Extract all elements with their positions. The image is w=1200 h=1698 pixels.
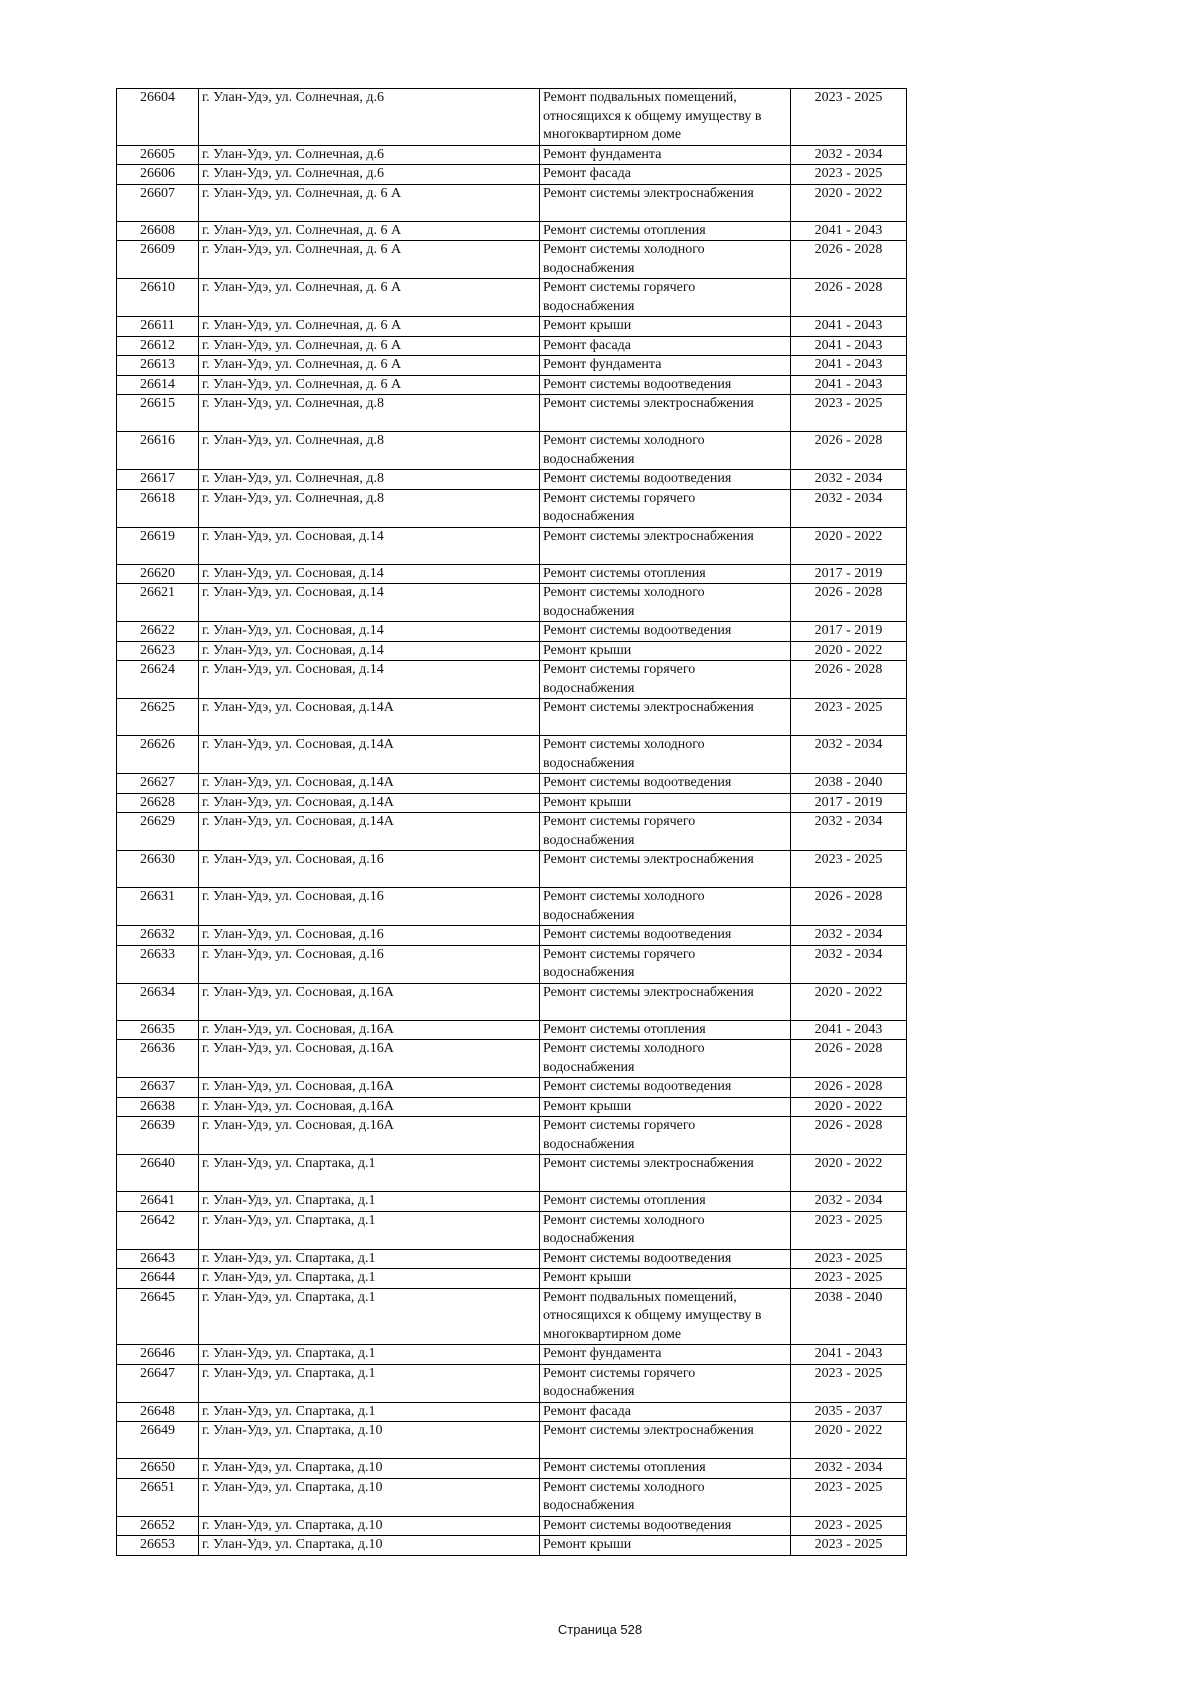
period-cell: 2023 - 2025 <box>791 1478 907 1516</box>
row-number-cell: 26604 <box>117 89 199 146</box>
table-row <box>117 317 907 337</box>
work-type-cell: Ремонт крыши <box>540 317 791 337</box>
table-row <box>117 1155 907 1192</box>
table-row <box>117 527 907 564</box>
address-cell: г. Улан-Удэ, ул. Солнечная, д. 6 А <box>199 241 540 279</box>
address-cell: г. Улан-Удэ, ул. Спартака, д.1 <box>199 1192 540 1212</box>
table-row <box>117 1364 907 1402</box>
table-row <box>117 241 907 279</box>
period-cell: 2041 - 2043 <box>791 336 907 356</box>
period-cell: 2032 - 2034 <box>791 1192 907 1212</box>
row-number-cell: 26620 <box>117 564 199 584</box>
address-cell: г. Улан-Удэ, ул. Сосновая, д.14 <box>199 641 540 661</box>
row-number-cell: 26645 <box>117 1288 199 1345</box>
table-body <box>117 89 907 1556</box>
address-cell: г. Улан-Удэ, ул. Солнечная, д. 6 А <box>199 184 540 221</box>
period-cell: 2017 - 2019 <box>791 564 907 584</box>
row-number-cell: 26653 <box>117 1536 199 1556</box>
work-type-cell: Ремонт системы холодного водоснабжения <box>540 888 791 926</box>
address-cell: г. Улан-Удэ, ул. Спартака, д.10 <box>199 1422 540 1459</box>
table-row <box>117 813 907 851</box>
row-number-cell: 26651 <box>117 1478 199 1516</box>
address-cell: г. Улан-Удэ, ул. Сосновая, д.14А <box>199 699 540 736</box>
table-row <box>117 945 907 983</box>
period-cell: 2020 - 2022 <box>791 1155 907 1192</box>
period-cell: 2032 - 2034 <box>791 470 907 490</box>
address-cell: г. Улан-Удэ, ул. Сосновая, д.16А <box>199 1078 540 1098</box>
work-type-cell: Ремонт подвальных помещений, относящихся к общему имуществу в многоквартирном доме <box>540 1288 791 1345</box>
table-row <box>117 888 907 926</box>
period-cell: 2026 - 2028 <box>791 1040 907 1078</box>
table-row <box>117 1422 907 1459</box>
row-number-cell: 26649 <box>117 1422 199 1459</box>
address-cell: г. Улан-Удэ, ул. Солнечная, д.6 <box>199 89 540 146</box>
table-row <box>117 432 907 470</box>
table-row <box>117 1097 907 1117</box>
work-type-cell: Ремонт системы водоотведения <box>540 622 791 642</box>
table-row <box>117 1536 907 1556</box>
address-cell: г. Улан-Удэ, ул. Сосновая, д.16А <box>199 1020 540 1040</box>
period-cell: 2041 - 2043 <box>791 375 907 395</box>
period-cell: 2023 - 2025 <box>791 395 907 432</box>
work-type-cell: Ремонт системы холодного водоснабжения <box>540 241 791 279</box>
row-number-cell: 26625 <box>117 699 199 736</box>
table-row <box>117 1345 907 1365</box>
table-row <box>117 489 907 527</box>
table-row <box>117 221 907 241</box>
period-cell: 2041 - 2043 <box>791 356 907 376</box>
row-number-cell: 26617 <box>117 470 199 490</box>
work-type-cell: Ремонт фундамента <box>540 1345 791 1365</box>
work-type-cell: Ремонт системы водоотведения <box>540 375 791 395</box>
work-type-cell: Ремонт системы горячего водоснабжения <box>540 661 791 699</box>
period-cell: 2032 - 2034 <box>791 926 907 946</box>
table-row <box>117 279 907 317</box>
table-row <box>117 622 907 642</box>
period-cell: 2017 - 2019 <box>791 793 907 813</box>
table-row <box>117 1020 907 1040</box>
work-type-cell: Ремонт системы водоотведения <box>540 774 791 794</box>
address-cell: г. Улан-Удэ, ул. Спартака, д.1 <box>199 1402 540 1422</box>
work-type-cell: Ремонт системы водоотведения <box>540 1249 791 1269</box>
row-number-cell: 26642 <box>117 1211 199 1249</box>
work-type-cell: Ремонт системы электроснабжения <box>540 527 791 564</box>
row-number-cell: 26623 <box>117 641 199 661</box>
work-type-cell: Ремонт системы холодного водоснабжения <box>540 1211 791 1249</box>
table-row <box>117 184 907 221</box>
table-row <box>117 1459 907 1479</box>
table-row <box>117 1269 907 1289</box>
row-number-cell: 26608 <box>117 221 199 241</box>
period-cell: 2038 - 2040 <box>791 1288 907 1345</box>
table-row <box>117 1249 907 1269</box>
row-number-cell: 26606 <box>117 165 199 185</box>
address-cell: г. Улан-Удэ, ул. Сосновая, д.14А <box>199 813 540 851</box>
row-number-cell: 26632 <box>117 926 199 946</box>
work-type-cell: Ремонт фасада <box>540 1402 791 1422</box>
work-type-cell: Ремонт системы электроснабжения <box>540 851 791 888</box>
period-cell: 2026 - 2028 <box>791 584 907 622</box>
address-cell: г. Улан-Удэ, ул. Спартака, д.1 <box>199 1364 540 1402</box>
period-cell: 2026 - 2028 <box>791 1078 907 1098</box>
work-type-cell: Ремонт системы электроснабжения <box>540 1422 791 1459</box>
address-cell: г. Улан-Удэ, ул. Сосновая, д.16А <box>199 1117 540 1155</box>
table-row <box>117 1078 907 1098</box>
address-cell: г. Улан-Удэ, ул. Сосновая, д.14А <box>199 736 540 774</box>
address-cell: г. Улан-Удэ, ул. Спартака, д.10 <box>199 1516 540 1536</box>
table-row <box>117 145 907 165</box>
row-number-cell: 26640 <box>117 1155 199 1192</box>
row-number-cell: 26652 <box>117 1516 199 1536</box>
table-row <box>117 1211 907 1249</box>
work-type-cell: Ремонт подвальных помещений, относящихся к общему имуществу в многоквартирном доме <box>540 89 791 146</box>
row-number-cell: 26605 <box>117 145 199 165</box>
work-type-cell: Ремонт системы электроснабжения <box>540 983 791 1020</box>
work-type-cell: Ремонт фундамента <box>540 356 791 376</box>
period-cell: 2023 - 2025 <box>791 89 907 146</box>
period-cell: 2032 - 2034 <box>791 813 907 851</box>
row-number-cell: 26619 <box>117 527 199 564</box>
row-number-cell: 26629 <box>117 813 199 851</box>
work-type-cell: Ремонт системы электроснабжения <box>540 699 791 736</box>
address-cell: г. Улан-Удэ, ул. Солнечная, д.8 <box>199 470 540 490</box>
period-cell: 2041 - 2043 <box>791 1020 907 1040</box>
work-type-cell: Ремонт системы горячего водоснабжения <box>540 1364 791 1402</box>
work-type-cell: Ремонт крыши <box>540 793 791 813</box>
work-type-cell: Ремонт системы горячего водоснабжения <box>540 489 791 527</box>
period-cell: 2023 - 2025 <box>791 165 907 185</box>
table-row <box>117 774 907 794</box>
table-row <box>117 336 907 356</box>
row-number-cell: 26610 <box>117 279 199 317</box>
row-number-cell: 26648 <box>117 1402 199 1422</box>
period-cell: 2041 - 2043 <box>791 221 907 241</box>
address-cell: г. Улан-Удэ, ул. Сосновая, д.14 <box>199 584 540 622</box>
work-type-cell: Ремонт системы холодного водоснабжения <box>540 1040 791 1078</box>
work-type-cell: Ремонт системы отопления <box>540 1192 791 1212</box>
address-cell: г. Улан-Удэ, ул. Солнечная, д.8 <box>199 489 540 527</box>
work-type-cell: Ремонт системы электроснабжения <box>540 1155 791 1192</box>
period-cell: 2032 - 2034 <box>791 945 907 983</box>
row-number-cell: 26634 <box>117 983 199 1020</box>
period-cell: 2023 - 2025 <box>791 1516 907 1536</box>
period-cell: 2038 - 2040 <box>791 774 907 794</box>
work-type-cell: Ремонт системы водоотведения <box>540 1078 791 1098</box>
table-row <box>117 1402 907 1422</box>
address-cell: г. Улан-Удэ, ул. Сосновая, д.16А <box>199 1040 540 1078</box>
address-cell: г. Улан-Удэ, ул. Солнечная, д.8 <box>199 432 540 470</box>
row-number-cell: 26607 <box>117 184 199 221</box>
work-type-cell: Ремонт фасада <box>540 336 791 356</box>
table-row <box>117 89 907 146</box>
period-cell: 2023 - 2025 <box>791 1364 907 1402</box>
work-type-cell: Ремонт системы горячего водоснабжения <box>540 945 791 983</box>
period-cell: 2032 - 2034 <box>791 1459 907 1479</box>
table-row <box>117 1288 907 1345</box>
table-row <box>117 851 907 888</box>
row-number-cell: 26644 <box>117 1269 199 1289</box>
period-cell: 2023 - 2025 <box>791 1211 907 1249</box>
row-number-cell: 26627 <box>117 774 199 794</box>
address-cell: г. Улан-Удэ, ул. Сосновая, д.16А <box>199 983 540 1020</box>
period-cell: 2026 - 2028 <box>791 432 907 470</box>
period-cell: 2020 - 2022 <box>791 1422 907 1459</box>
work-type-cell: Ремонт системы электроснабжения <box>540 395 791 432</box>
row-number-cell: 26618 <box>117 489 199 527</box>
row-number-cell: 26637 <box>117 1078 199 1098</box>
work-type-cell: Ремонт системы отопления <box>540 1459 791 1479</box>
address-cell: г. Улан-Удэ, ул. Спартака, д.1 <box>199 1269 540 1289</box>
table-row <box>117 395 907 432</box>
period-cell: 2032 - 2034 <box>791 736 907 774</box>
work-type-cell: Ремонт системы водоотведения <box>540 1516 791 1536</box>
address-cell: г. Улан-Удэ, ул. Спартака, д.10 <box>199 1478 540 1516</box>
row-number-cell: 26636 <box>117 1040 199 1078</box>
table-row <box>117 1516 907 1536</box>
work-type-cell: Ремонт системы горячего водоснабжения <box>540 279 791 317</box>
table-row <box>117 736 907 774</box>
address-cell: г. Улан-Удэ, ул. Спартака, д.1 <box>199 1288 540 1345</box>
row-number-cell: 26614 <box>117 375 199 395</box>
work-type-cell: Ремонт системы холодного водоснабжения <box>540 736 791 774</box>
period-cell: 2026 - 2028 <box>791 1117 907 1155</box>
period-cell: 2020 - 2022 <box>791 641 907 661</box>
row-number-cell: 26628 <box>117 793 199 813</box>
table-row <box>117 356 907 376</box>
table-row <box>117 699 907 736</box>
row-number-cell: 26622 <box>117 622 199 642</box>
table-row <box>117 641 907 661</box>
address-cell: г. Улан-Удэ, ул. Солнечная, д. 6 А <box>199 375 540 395</box>
period-cell: 2026 - 2028 <box>791 279 907 317</box>
period-cell: 2041 - 2043 <box>791 1345 907 1365</box>
period-cell: 2023 - 2025 <box>791 851 907 888</box>
table-row <box>117 165 907 185</box>
period-cell: 2023 - 2025 <box>791 1269 907 1289</box>
table-row <box>117 584 907 622</box>
table-row <box>117 793 907 813</box>
work-type-cell: Ремонт системы горячего водоснабжения <box>540 813 791 851</box>
period-cell: 2020 - 2022 <box>791 184 907 221</box>
address-cell: г. Улан-Удэ, ул. Сосновая, д.16 <box>199 926 540 946</box>
row-number-cell: 26643 <box>117 1249 199 1269</box>
address-cell: г. Улан-Удэ, ул. Сосновая, д.14А <box>199 793 540 813</box>
work-type-cell: Ремонт крыши <box>540 1097 791 1117</box>
address-cell: г. Улан-Удэ, ул. Сосновая, д.14 <box>199 527 540 564</box>
period-cell: 2026 - 2028 <box>791 888 907 926</box>
address-cell: г. Улан-Удэ, ул. Солнечная, д. 6 А <box>199 356 540 376</box>
table-row <box>117 1040 907 1078</box>
work-type-cell: Ремонт крыши <box>540 641 791 661</box>
address-cell: г. Улан-Удэ, ул. Сосновая, д.14 <box>199 661 540 699</box>
work-type-cell: Ремонт системы электроснабжения <box>540 184 791 221</box>
work-type-cell: Ремонт системы холодного водоснабжения <box>540 584 791 622</box>
address-cell: г. Улан-Удэ, ул. Солнечная, д. 6 А <box>199 279 540 317</box>
table-row <box>117 1192 907 1212</box>
table-row <box>117 564 907 584</box>
address-cell: г. Улан-Удэ, ул. Спартака, д.1 <box>199 1211 540 1249</box>
row-number-cell: 26638 <box>117 1097 199 1117</box>
period-cell: 2035 - 2037 <box>791 1402 907 1422</box>
work-type-cell: Ремонт фасада <box>540 165 791 185</box>
work-type-cell: Ремонт системы водоотведения <box>540 926 791 946</box>
address-cell: г. Улан-Удэ, ул. Солнечная, д. 6 А <box>199 317 540 337</box>
work-type-cell: Ремонт системы горячего водоснабжения <box>540 1117 791 1155</box>
period-cell: 2041 - 2043 <box>791 317 907 337</box>
address-cell: г. Улан-Удэ, ул. Солнечная, д.6 <box>199 145 540 165</box>
period-cell: 2017 - 2019 <box>791 622 907 642</box>
row-number-cell: 26641 <box>117 1192 199 1212</box>
address-cell: г. Улан-Удэ, ул. Сосновая, д.14 <box>199 622 540 642</box>
period-cell: 2032 - 2034 <box>791 489 907 527</box>
row-number-cell: 26615 <box>117 395 199 432</box>
address-cell: г. Улан-Удэ, ул. Солнечная, д.8 <box>199 395 540 432</box>
row-number-cell: 26611 <box>117 317 199 337</box>
period-cell: 2023 - 2025 <box>791 1249 907 1269</box>
row-number-cell: 26631 <box>117 888 199 926</box>
row-number-cell: 26624 <box>117 661 199 699</box>
row-number-cell: 26616 <box>117 432 199 470</box>
work-type-cell: Ремонт системы холодного водоснабжения <box>540 432 791 470</box>
work-type-cell: Ремонт системы холодного водоснабжения <box>540 1478 791 1516</box>
row-number-cell: 26612 <box>117 336 199 356</box>
period-cell: 2026 - 2028 <box>791 241 907 279</box>
address-cell: г. Улан-Удэ, ул. Спартака, д.1 <box>199 1345 540 1365</box>
row-number-cell: 26646 <box>117 1345 199 1365</box>
address-cell: г. Улан-Удэ, ул. Сосновая, д.16 <box>199 888 540 926</box>
address-cell: г. Улан-Удэ, ул. Солнечная, д.6 <box>199 165 540 185</box>
row-number-cell: 26626 <box>117 736 199 774</box>
row-number-cell: 26633 <box>117 945 199 983</box>
address-cell: г. Улан-Удэ, ул. Сосновая, д.14А <box>199 774 540 794</box>
address-cell: г. Улан-Удэ, ул. Сосновая, д.16 <box>199 851 540 888</box>
row-number-cell: 26639 <box>117 1117 199 1155</box>
row-number-cell: 26613 <box>117 356 199 376</box>
work-type-cell: Ремонт крыши <box>540 1269 791 1289</box>
address-cell: г. Улан-Удэ, ул. Сосновая, д.14 <box>199 564 540 584</box>
table-row <box>117 470 907 490</box>
table-row <box>117 661 907 699</box>
address-cell: г. Улан-Удэ, ул. Спартака, д.1 <box>199 1155 540 1192</box>
address-cell: г. Улан-Удэ, ул. Солнечная, д. 6 А <box>199 221 540 241</box>
row-number-cell: 26650 <box>117 1459 199 1479</box>
page-number: Страница 528 <box>557 1622 643 1637</box>
work-type-cell: Ремонт системы отопления <box>540 564 791 584</box>
table-row <box>117 1478 907 1516</box>
period-cell: 2032 - 2034 <box>791 145 907 165</box>
work-type-cell: Ремонт системы отопления <box>540 221 791 241</box>
table-row <box>117 926 907 946</box>
address-cell: г. Улан-Удэ, ул. Спартака, д.10 <box>199 1459 540 1479</box>
row-number-cell: 26635 <box>117 1020 199 1040</box>
table-row <box>117 1117 907 1155</box>
work-type-cell: Ремонт системы водоотведения <box>540 470 791 490</box>
row-number-cell: 26630 <box>117 851 199 888</box>
address-cell: г. Улан-Удэ, ул. Солнечная, д. 6 А <box>199 336 540 356</box>
period-cell: 2026 - 2028 <box>791 661 907 699</box>
repair-schedule-table <box>116 88 907 1556</box>
period-cell: 2020 - 2022 <box>791 1097 907 1117</box>
address-cell: г. Улан-Удэ, ул. Сосновая, д.16А <box>199 1097 540 1117</box>
work-type-cell: Ремонт системы отопления <box>540 1020 791 1040</box>
period-cell: 2023 - 2025 <box>791 699 907 736</box>
table-row <box>117 983 907 1020</box>
row-number-cell: 26621 <box>117 584 199 622</box>
address-cell: г. Улан-Удэ, ул. Сосновая, д.16 <box>199 945 540 983</box>
address-cell: г. Улан-Удэ, ул. Спартака, д.1 <box>199 1249 540 1269</box>
work-type-cell: Ремонт крыши <box>540 1536 791 1556</box>
period-cell: 2020 - 2022 <box>791 983 907 1020</box>
table-row <box>117 375 907 395</box>
address-cell: г. Улан-Удэ, ул. Спартака, д.10 <box>199 1536 540 1556</box>
row-number-cell: 26647 <box>117 1364 199 1402</box>
period-cell: 2020 - 2022 <box>791 527 907 564</box>
period-cell: 2023 - 2025 <box>791 1536 907 1556</box>
row-number-cell: 26609 <box>117 241 199 279</box>
work-type-cell: Ремонт фундамента <box>540 145 791 165</box>
